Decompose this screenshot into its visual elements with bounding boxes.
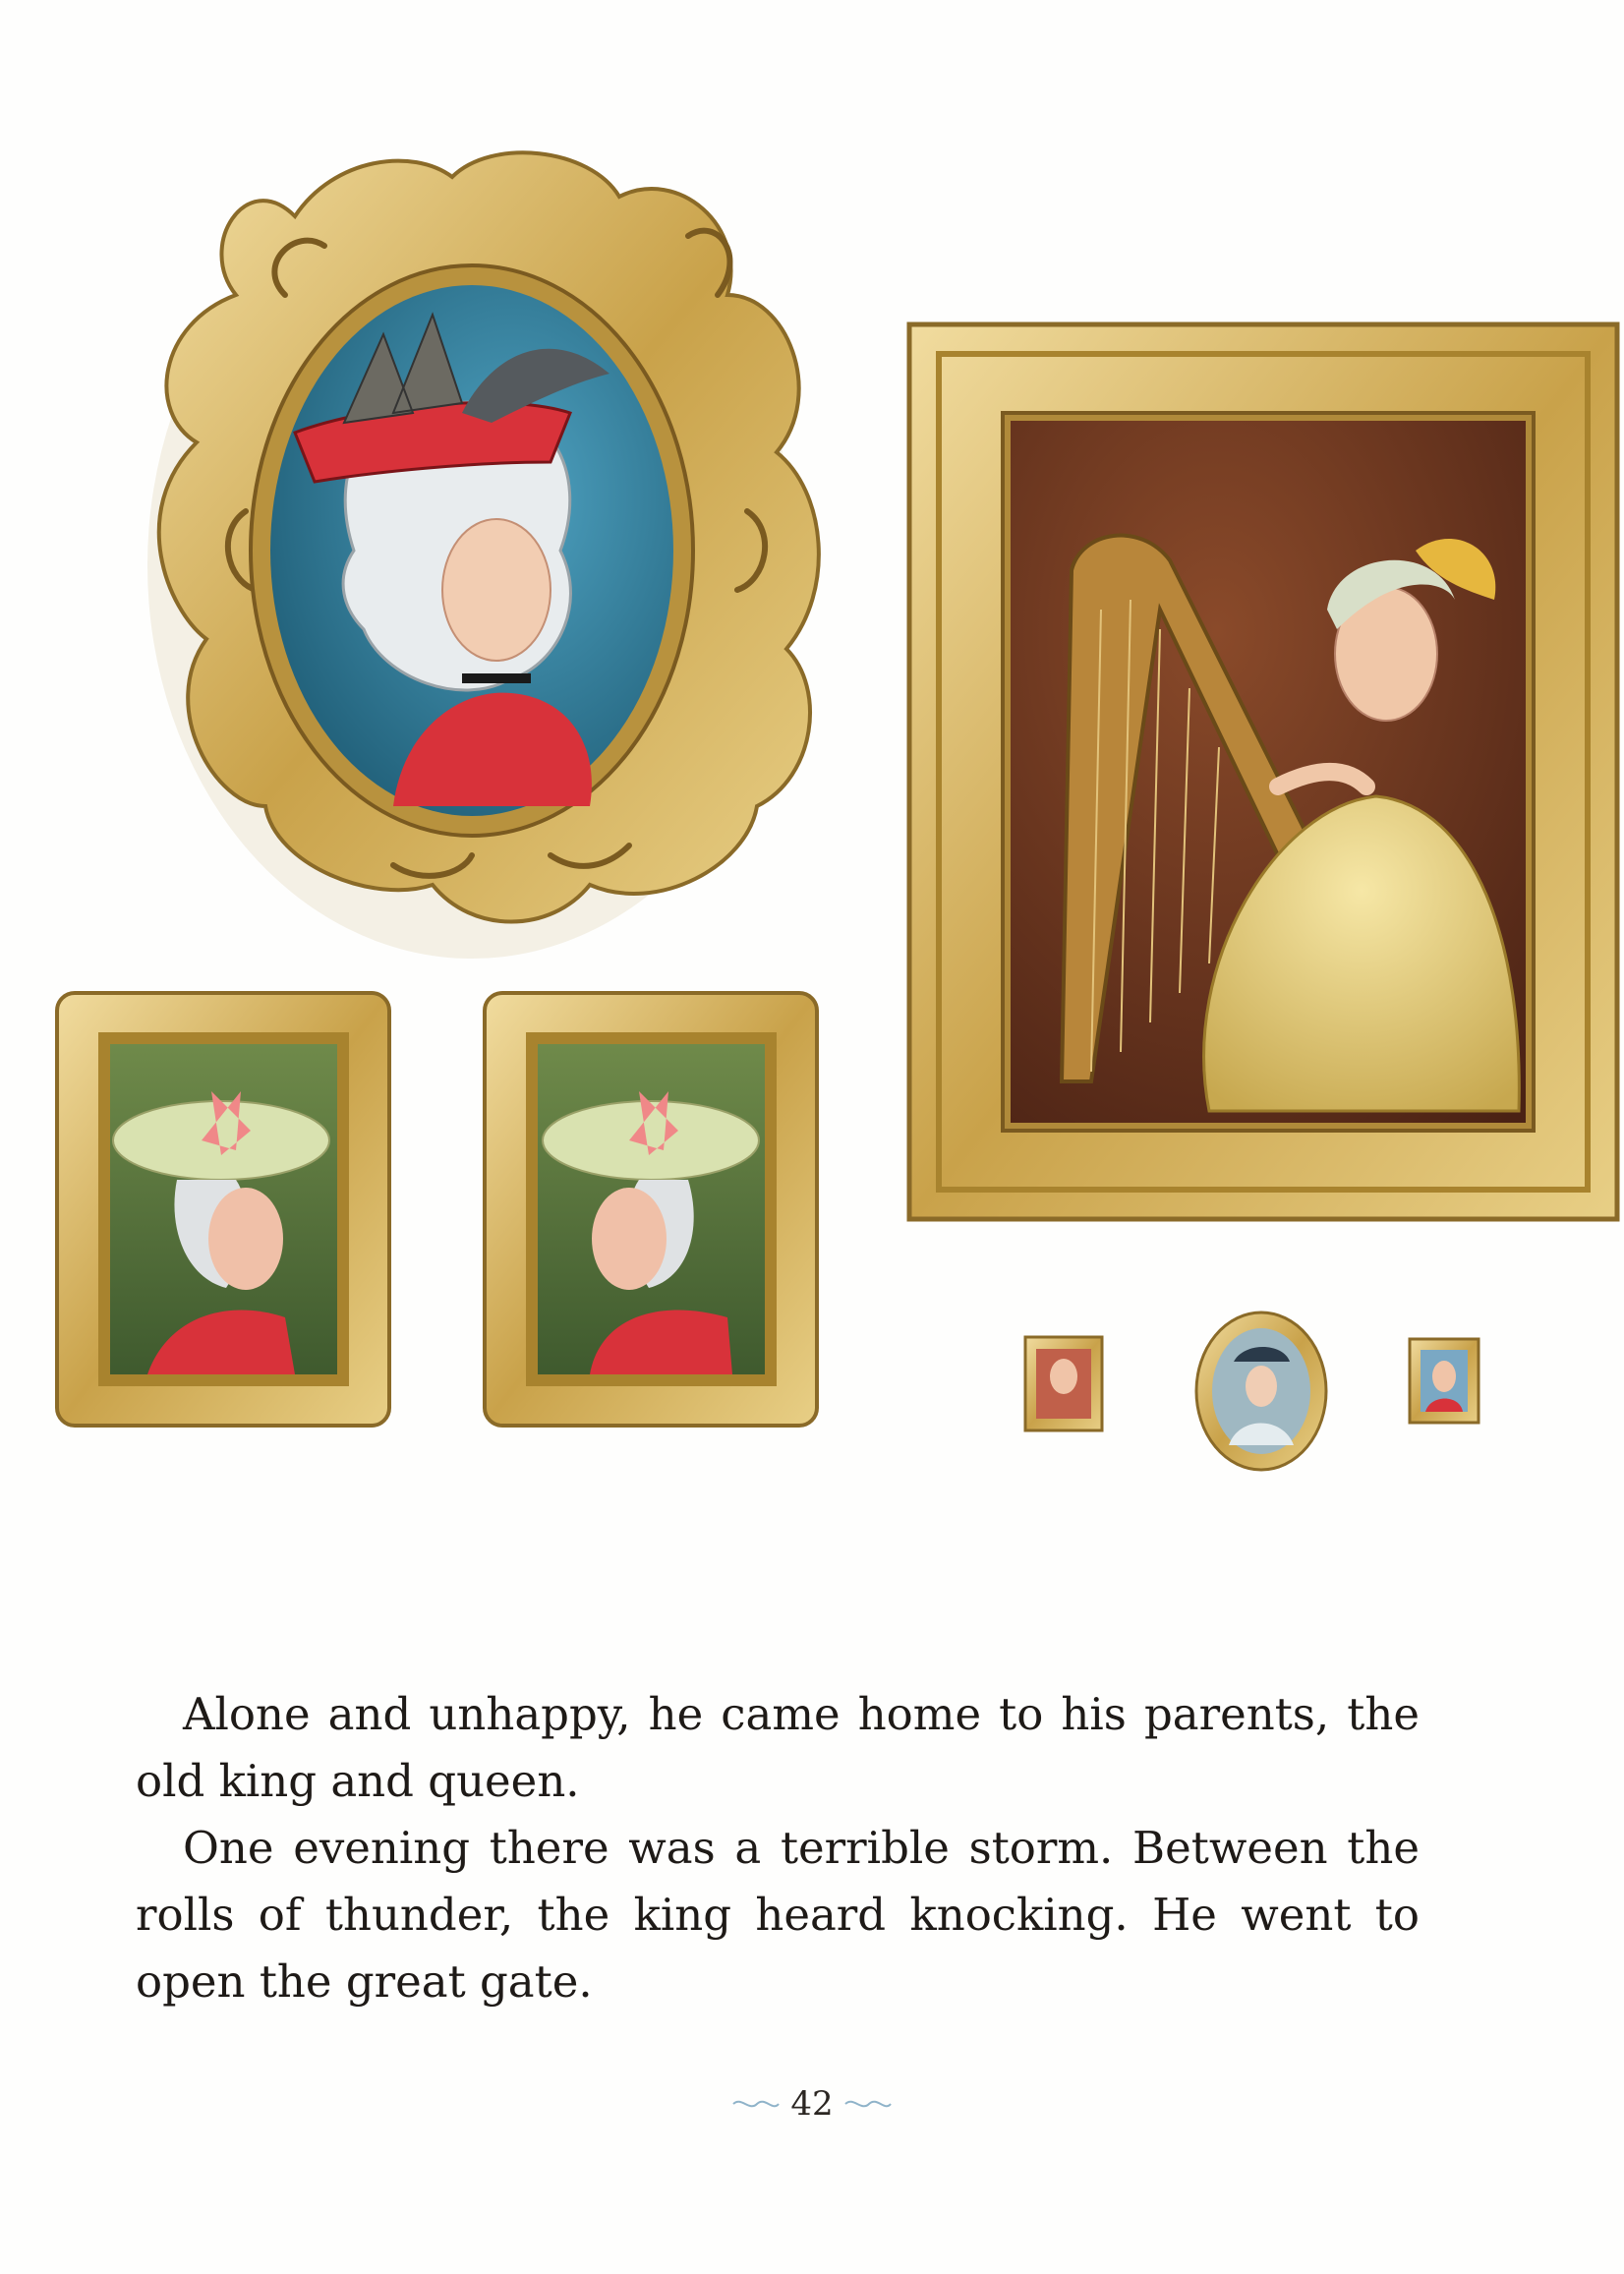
story-text: [136, 1681, 1420, 2015]
harp-portrait-frame: [909, 324, 1617, 1219]
page-number: [0, 2082, 1624, 2124]
profile-portrait-right: [485, 993, 817, 1426]
left-flourish-icon: [731, 2096, 781, 2112]
story-paragraph: Alone and unhappy, he came home to his parents, the old king and queen.: [136, 1688, 1420, 1807]
profile-portrait-left: [57, 993, 389, 1426]
miniature-portrait-3: [1410, 1339, 1479, 1423]
miniature-portrait-2: [1196, 1312, 1326, 1470]
page-number-value: 42: [790, 2084, 834, 2124]
right-flourish-icon: [843, 2096, 893, 2112]
miniature-portrait-1: [1025, 1337, 1102, 1430]
oval-portrait-frame: [147, 152, 819, 959]
story-paragraph: One evening there was a terrible storm. Between the rolls of thunder, the king heard knocking. He went to open the great gate.: [136, 1822, 1420, 2008]
